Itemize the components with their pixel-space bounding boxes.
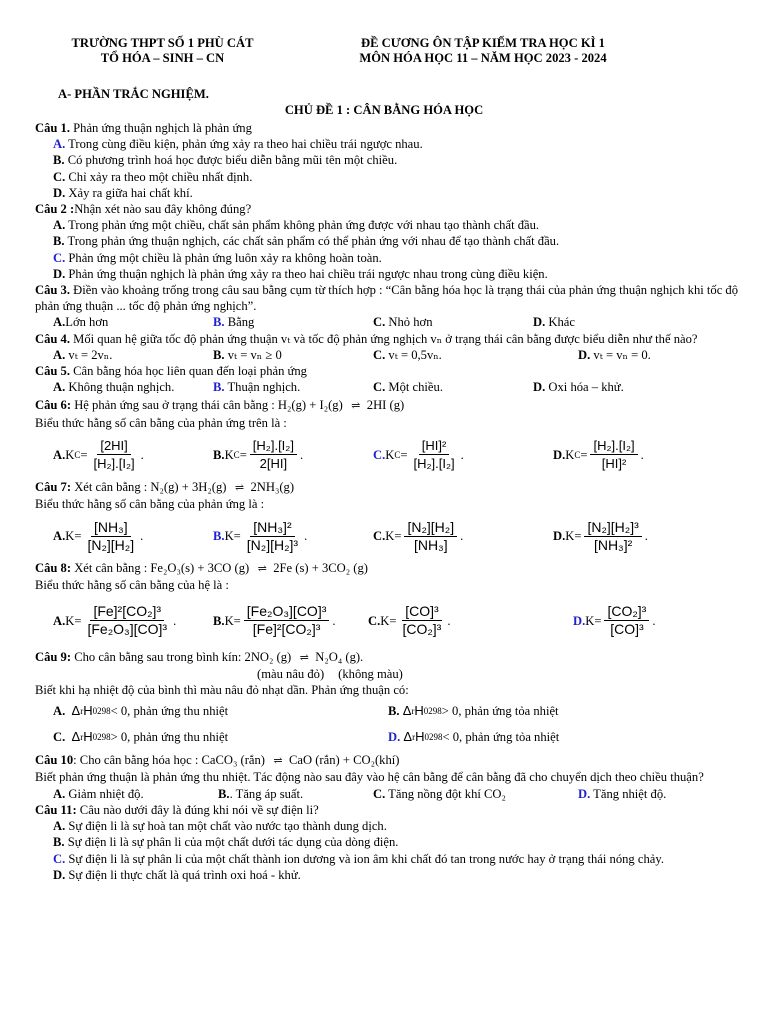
- question-8: Câu 8: Xét cân bằng : Fe₂O₃(s) + 3CO (g) ⇌ 2Fe (s) + 3CO₂ (g): [35, 560, 740, 577]
- exam-header: [318, 36, 648, 66]
- q7d-fraction: $\frac{\text{[N₂][H₂]³}}{\text{[NH₃]²}}$: [584, 519, 641, 554]
- q10-option-c: C. Tăng nồng đột khí CO₂: [373, 786, 506, 801]
- q9-option-b: B. Δ r H 0 298 > 0, phản ứng tỏa nhiệt: [388, 703, 559, 719]
- q5-option-a: A. Không thuận nghịch.: [53, 380, 175, 395]
- q8-prompt: Biểu thức hằng số cân bằng của hệ là :: [35, 578, 229, 593]
- q11-option-a: A. Sự điện li là sự hoà tan một chất vào nước tạo thành dung dịch.: [53, 819, 387, 834]
- question-7: Câu 7: Xét cân bằng : N₂(g) + 3H₂(g) ⇌ 2NH₃(g): [35, 479, 740, 496]
- topic-title: CHỦ ĐỀ 1 : CÂN BẰNG HÓA HỌC: [284, 103, 484, 117]
- q2-option-d: D. Phản ứng thuận nghịch là phản ứng xảy ra theo hai chiều trái ngược nhau trong cùng điều kiện.: [53, 266, 548, 281]
- q9-options-cd: [35, 724, 740, 750]
- q8-option-c: C. K = $\frac{\text{[CO]³}}{\text{[CO₂]³}}$ .: [368, 603, 451, 638]
- q6a-fraction: $\frac{[2HI]}{\text{[H₂].[I₂]}}$: [93, 438, 135, 472]
- q2-option-c: C. Phản ứng một chiều là phản ứng luôn xảy ra không hoàn toàn.: [53, 250, 382, 265]
- q5-option-d: D. Oxi hóa – khử.: [533, 380, 624, 395]
- q10-option-a: A. Giảm nhiệt độ.: [53, 786, 144, 801]
- school-name: TRƯỜNG THPT SỐ 1 PHÙ CÁT: [71, 36, 254, 50]
- q7-options: [53, 515, 740, 557]
- question-9: Câu 9: Cho cân bằng sau trong bình kín: 2NO₂ (g) ⇌ N₂O₄ (g).: [35, 649, 740, 666]
- q9-options-ab: [35, 698, 740, 724]
- q4-options: [35, 347, 740, 363]
- question-10: Câu 10: Cho cân bằng hóa học : CaCO₃ (rắn) ⇌ CaO (rắn) + CO₂(khí): [35, 752, 740, 769]
- q7-option-a: A. K = $\frac{\text{[NH₃]}}{\text{[N₂][H₂]}}$ .: [53, 518, 144, 553]
- question-1: Câu 1. Phản ứng thuận nghịch là phản ứng: [35, 121, 252, 135]
- q3-options: [35, 314, 740, 330]
- q6-options: [53, 434, 740, 476]
- q6-prompt: Biểu thức hằng số cân bằng của phản ứng trên là :: [35, 415, 287, 430]
- q7-option-b: B. K = $\frac{\text{[NH₃]²}}{\text{[N₂][H₂]³}}$ .: [213, 518, 308, 553]
- q5-options: [35, 379, 740, 395]
- question-4: Câu 4. Mối quan hệ giữa tốc độ phản ứng thuận vₜ và tốc độ phản ứng nghịch vₙ ở trạng thái cân bằng được biểu diễn như thế nào?: [35, 331, 698, 346]
- q8-options: [53, 597, 740, 645]
- q4-option-d: D. vₜ = vₙ = 0.: [578, 347, 651, 362]
- q5-option-b: B. Thuận nghịch.: [213, 380, 301, 395]
- q9-option-c: C. Δ r H 0 298 > 0, phản ứng thu nhiệt: [53, 729, 229, 745]
- question-2: Câu 2 :Nhận xét nào sau đây không đúng?: [35, 202, 252, 217]
- q8a-fraction: $\frac{\text{[Fe]²[CO₂]³}}{\text{[Fe₂O₃][CO]³}}$: [87, 603, 168, 638]
- q1-option-d: D. Xảy ra giữa hai chất khí.: [53, 185, 193, 200]
- q5-option-c: C. Một chiều.: [373, 380, 443, 395]
- section-title: A- PHẦN TRẮC NGHIỆM.: [58, 87, 209, 101]
- q6-option-b: B. K C = $\frac{\text{[H₂].[I₂]}}{2[HI]}$ .: [213, 438, 304, 472]
- q4-option-c: C. vₜ = 0,5vₙ.: [373, 347, 442, 362]
- equilibrium-arrow-icon: ⇌: [299, 651, 307, 664]
- question-3: Câu 3. Điền vào khoảng trống trong câu sau bằng cụm từ thích hợp : “Cân bằng hóa học là trạng thái của phản ứng thuận nghịch khi tốc độ phản ứng thuận ... tốc độ phản ứng nghịch”.: [35, 283, 739, 314]
- q9-colour-notes: (màu nâu đỏ) (không màu): [257, 666, 403, 681]
- q6c-fraction: $\frac{\text{[HI]²}}{\text{[H₂].[I₂]}}$: [413, 438, 455, 472]
- q7-option-c: C. K = $\frac{\text{[N₂][H₂]}}{\text{[NH₃]}}$ .: [373, 518, 464, 553]
- q7b-fraction: $\frac{\text{[NH₃]²}}{\text{[N₂][H₂]³}}$: [246, 518, 299, 553]
- q10-options: [35, 786, 740, 802]
- question-5: Câu 5. Cân bằng hóa học liên quan đến loại phản ứng: [35, 364, 307, 379]
- q8d-fraction: $\frac{\text{[CO₂]³}}{\text{[CO]³}}$: [604, 603, 649, 638]
- equilibrium-arrow-icon: ⇌: [234, 481, 243, 494]
- q8c-fraction: $\frac{\text{[CO]³}}{\text{[CO₂]³}}$: [402, 603, 442, 638]
- equilibrium-arrow-icon: ⇌: [351, 400, 359, 413]
- q2-option-a: A. Trong phản ứng một chiều, chất sản phẩm không phản ứng được với nhau tạo thành chất đầu.: [53, 218, 540, 233]
- q3-option-b: B. Bằng: [213, 315, 255, 330]
- q8b-fraction: $\frac{\text{[Fe₂O₃][CO]³}}{\text{[Fe]²[CO₂]³}}$: [244, 603, 330, 638]
- school-header: [40, 36, 285, 66]
- q10-option-d: D. Tăng nhiệt độ.: [578, 786, 667, 801]
- q10-prompt: Biết phản ứng thuận là phản ứng thu nhiệt. Tác động nào sau đây vào hệ cân bằng để cân bằng đã cho chuyển dịch theo chiều thuận?: [35, 770, 704, 785]
- question-6: Câu 6: Hệ phản ứng sau ở trạng thái cân bằng : H₂(g) + I₂(g) ⇌ 2HI (g): [35, 397, 740, 414]
- q3-option-a: A.Lớn hơn: [53, 315, 109, 330]
- q1-option-a: A. Trong cùng điều kiện, phản ứng xảy ra theo hai chiều trái ngược nhau.: [53, 137, 423, 152]
- q11-option-c: C. Sự điện li là sự phân li của một chất thành ion dương và ion âm khi chất đó tan trong nước hay ở trạng thái nóng chảy.: [53, 851, 664, 866]
- q6-option-d: D. K C = $\frac{\text{[H₂].[I₂]}}{\text{[HI]²}}$ .: [553, 438, 644, 472]
- q11-option-d: D. Sự điện li thực chất là quá trình oxi hoá - khử.: [53, 867, 301, 882]
- q7-prompt: Biểu thức hằng số cân bằng của phản ứng là :: [35, 497, 265, 512]
- q9-prompt: Biết khi hạ nhiệt độ của bình thì màu nâu đỏ nhạt dần. Phản ứng thuận có:: [35, 683, 409, 698]
- q6-option-c: C. K C = $\frac{\text{[HI]²}}{\text{[H₂].[I₂]}}$ .: [373, 438, 464, 472]
- exam-title: ĐỀ CƯƠNG ÔN TẬP KIẾM TRA HỌC KÌ 1: [361, 36, 605, 50]
- question-11: Câu 11: Câu nào dưới đây là đúng khi nói về sự điện li?: [35, 802, 319, 817]
- equilibrium-arrow-icon: ⇌: [273, 755, 281, 768]
- q1-option-c: C. Chỉ xảy ra theo một chiều nhất định.: [53, 169, 253, 184]
- q2-option-b: B. Trong phản ứng thuận nghịch, các chất sản phẩm có thể phản ứng với nhau để tạo thành chất đầu.: [53, 234, 560, 249]
- q7a-fraction: $\frac{\text{[NH₃]}}{\text{[N₂][H₂]}}$: [87, 518, 135, 553]
- q8-option-b: B. K = $\frac{\text{[Fe₂O₃][CO]³}}{\text{[Fe]²[CO₂]³}}$ .: [213, 603, 336, 638]
- q7-option-d: D. K = $\frac{\text{[N₂][H₂]³}}{\text{[NH₃]²}}$ .: [553, 518, 648, 553]
- q4-option-b: B. vₜ = vₙ ≥ 0: [213, 347, 282, 362]
- q9-option-d: D. Δ r H 0 298 < 0, phản ứng tỏa nhiệt: [388, 729, 560, 745]
- department-name: TỔ HÓA – SINH – CN: [100, 51, 225, 65]
- q6-option-a: A. K C = $\frac{[2HI]}{\text{[H₂].[I₂]}}$ .: [53, 438, 144, 472]
- q9-option-a: A. Δ r H 0 298 < 0, phản ứng thu nhiệt: [53, 703, 229, 719]
- q3-option-d: D. Khác: [533, 315, 575, 330]
- q3-option-c: C. Nhỏ hơn: [373, 315, 433, 330]
- q8-option-a: A. K = $\frac{\text{[Fe]²[CO₂]³}}{\text{[Fe₂O₃][CO]³}}$ .: [53, 603, 177, 638]
- exam-subject: MÔN HÓA HỌC 11 – NĂM HỌC 2023 - 2024: [359, 51, 607, 65]
- q7c-fraction: $\frac{\text{[N₂][H₂]}}{\text{[NH₃]}}$: [404, 519, 457, 554]
- q10-option-b: B.. Tăng áp suất.: [218, 786, 304, 801]
- q6b-fraction: $\frac{\text{[H₂].[I₂]}}{2[HI]}$: [250, 437, 297, 472]
- equilibrium-arrow-icon: ⇌: [257, 563, 265, 576]
- q1-option-b: B. Có phương trình hoá học được biểu diễn bằng mũi tên một chiều.: [53, 153, 398, 168]
- q11-option-b: B. Sự điện li là sự phân li của một chất dưới tác dụng của dòng điện.: [53, 835, 399, 850]
- q6d-fraction: $\frac{\text{[H₂].[I₂]}}{\text{[HI]²}}$: [590, 437, 637, 472]
- q4-option-a: A. vₜ = 2vₙ.: [53, 347, 113, 362]
- q8-option-d: D. K = $\frac{\text{[CO₂]³}}{\text{[CO]³}}$ .: [573, 603, 656, 638]
- question-list: [35, 120, 740, 883]
